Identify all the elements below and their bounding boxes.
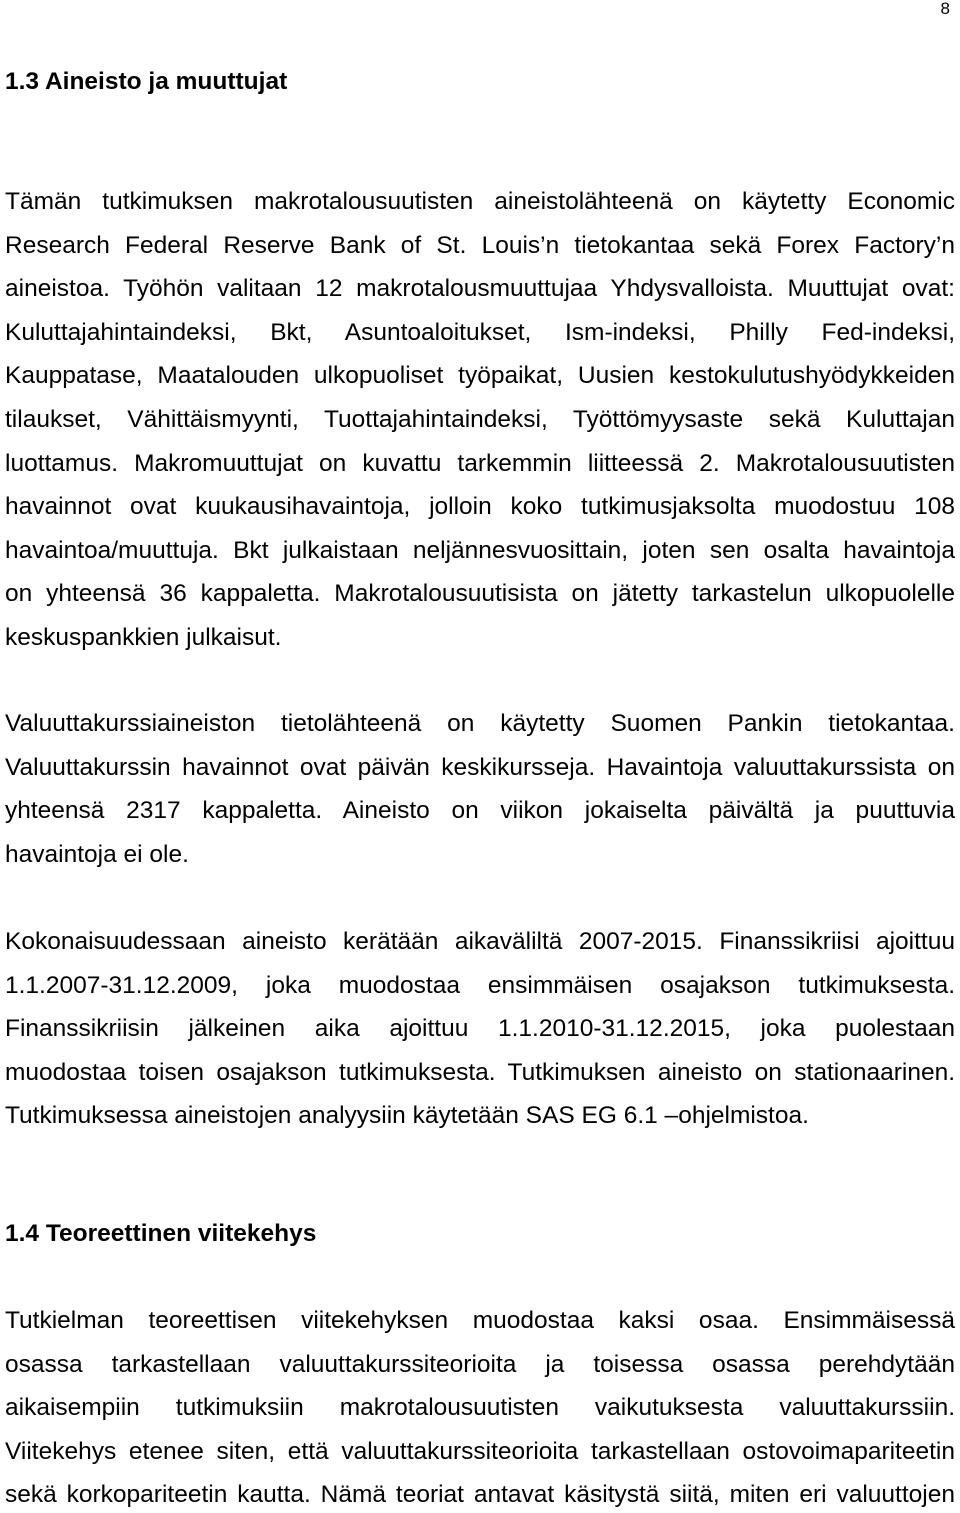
paragraph-sample-period bbox=[5, 927, 955, 1131]
paragraph-line: Finanssikriisin jälkeinen aika ajoittuu 1.1.2010-31.12.2015, joka puolestaan bbox=[5, 1015, 955, 1043]
paragraph-line: aineistoa. Työhön valitaan 12 makrotalousmuuttujaa Yhdysvalloista. Muuttujat ovat: bbox=[5, 275, 955, 303]
paragraph-line: osassa tarkastellaan valuuttakurssiteorioita ja toisessa osassa perehdytään bbox=[5, 1350, 955, 1378]
section-heading-1-4: 1.4 Teoreettinen viitekehys bbox=[5, 1220, 317, 1247]
paragraph-line: sekä korkopariteetin kautta. Nämä teoriat antavat käsitystä siitä, miten eri valuuttojen bbox=[5, 1481, 955, 1509]
paragraph-line: havainnot ovat kuukausihavaintoja, jolloin koko tutkimusjaksolta muodostuu 108 bbox=[5, 493, 955, 521]
paragraph-line: Valuuttakurssin havainnot ovat päivän keskikursseja. Havaintoja valuuttakurssista on bbox=[5, 753, 955, 781]
paragraph-line: yhteensä 2317 kappaletta. Aineisto on viikon jokaiselta päivältä ja puuttuvia bbox=[5, 797, 955, 825]
paragraph-line: havaintoa/muuttuja. Bkt julkaistaan neljännesvuosittain, joten sen osalta havaintoja bbox=[5, 536, 955, 564]
paragraph-line: Viitekehys etenee siten, että valuuttakurssiteorioita tarkastellaan ostovoimapariteetin bbox=[5, 1437, 955, 1465]
paragraph-news-data bbox=[5, 187, 955, 653]
paragraph-line: Tutkimuksessa aineistojen analyysiin käytetään SAS EG 6.1 –ohjelmistoa. bbox=[5, 1102, 809, 1130]
paragraph-exchange-rate-data bbox=[5, 709, 955, 870]
paragraph-line: keskuspankkien julkaisut. bbox=[5, 623, 282, 651]
section-heading-1-3: 1.3 Aineisto ja muuttujat bbox=[5, 68, 288, 95]
paragraph-line: on yhteensä 36 kappaletta. Makrotalousuutisista on jätetty tarkastelun ulkopuolelle bbox=[5, 580, 955, 608]
paragraph-line: muodostaa toisen osajakson tutkimuksesta. Tutkimuksen aineisto on stationaarinen. bbox=[5, 1058, 955, 1086]
paragraph-line: havaintoja ei ole. bbox=[5, 840, 189, 868]
paragraph-line: Valuuttakurssiaineiston tietolähteenä on käytetty Suomen Pankin tietokantaa. bbox=[5, 710, 955, 737]
page-number: 8 bbox=[940, 0, 950, 18]
paragraph-line: Tämän tutkimuksen makrotalousuutisten aineistolähteenä on käytetty Economic bbox=[5, 188, 955, 215]
paragraph-line: luottamus. Makromuuttujat on kuvattu tarkemmin liitteessä 2. Makrotalousuutisten bbox=[5, 449, 955, 477]
paragraph-line: Kauppatase, Maatalouden ulkopuoliset työpaikat, Uusien kestokulutushyödykkeiden bbox=[5, 362, 955, 390]
paragraph-line: Kokonaisuudessaan aineisto kerätään aikaväliltä 2007-2015. Finanssikriisi ajoittuu bbox=[5, 928, 955, 955]
paragraph-theoretical-framework bbox=[5, 1306, 955, 1510]
paragraph-line: tilaukset, Vähittäismyynti, Tuottajahintaindeksi, Työttömyysaste sekä Kuluttajan bbox=[5, 405, 955, 433]
paragraph-line: Tutkielman teoreettisen viitekehyksen muodostaa kaksi osaa. Ensimmäisessä bbox=[5, 1307, 955, 1334]
paragraph-line: 1.1.2007-31.12.2009, joka muodostaa ensimmäisen osajakson tutkimuksesta. bbox=[5, 971, 955, 999]
paragraph-line: aikaisempiin tutkimuksiin makrotalousuutisten vaikutuksesta valuuttakurssiin. bbox=[5, 1394, 955, 1422]
paragraph-line: Kuluttajahintaindeksi, Bkt, Asuntoaloitukset, Ism-indeksi, Philly Fed-indeksi, bbox=[5, 318, 955, 346]
paragraph-line: Research Federal Reserve Bank of St. Louis’n tietokantaa sekä Forex Factory’n bbox=[5, 231, 955, 259]
